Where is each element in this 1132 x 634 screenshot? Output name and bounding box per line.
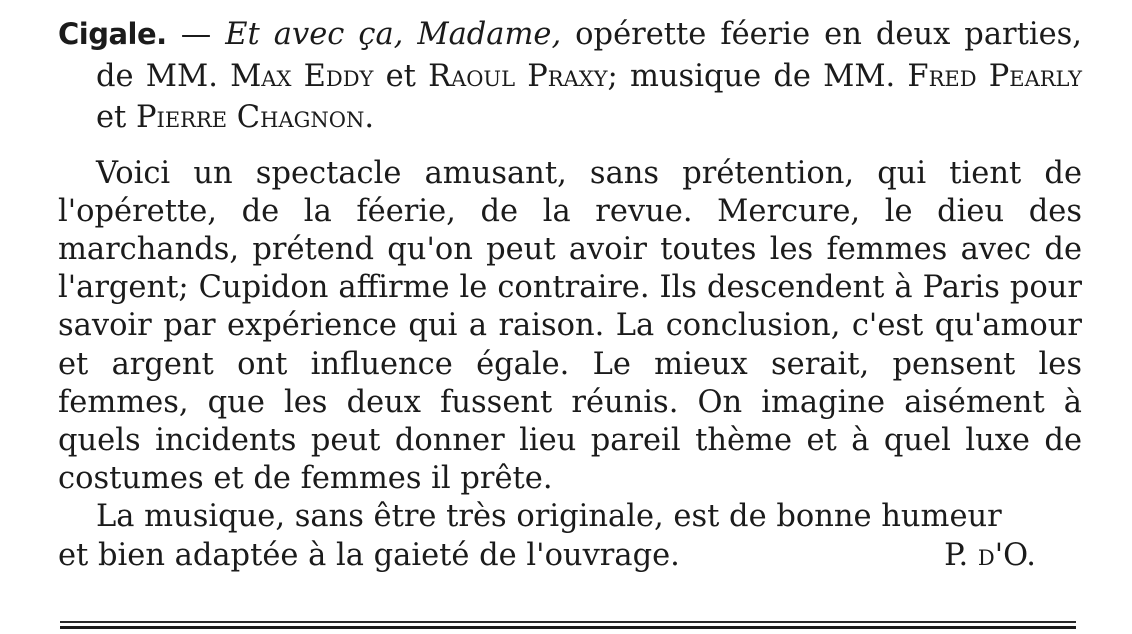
conjunction: et bbox=[373, 58, 429, 94]
reviewer-signature: P. d'O. bbox=[944, 537, 1036, 573]
genre-credits: opérette féerie en deux parties, de MM. bbox=[96, 17, 1083, 94]
author-name: Max Eddy bbox=[230, 58, 374, 94]
conjunction: et bbox=[96, 100, 137, 135]
divider-thick-rule bbox=[60, 626, 1076, 629]
author-name: Raoul Praxy bbox=[428, 58, 608, 94]
conclusion-line: La musique, sans être très originale, est de bonne humeur bbox=[96, 499, 1002, 535]
show-title: Et avec ça, Madame, bbox=[225, 17, 562, 52]
section-divider bbox=[60, 621, 1076, 629]
composer-name: Pierre Chagnon bbox=[136, 100, 365, 135]
divider-thin-rule bbox=[60, 621, 1076, 623]
conclusion-line: et bien adaptée à la gaieté de l'ouvrage. bbox=[58, 537, 680, 573]
conclusion-final-line bbox=[58, 537, 1082, 575]
heading-period: . bbox=[364, 100, 375, 135]
review-column bbox=[58, 14, 1082, 575]
review-paragraph: Voici un spectacle amusant, sans prétention, qui tient de l'opérette, de la féerie, de la revue. Mercure, le dieu des marchands, prétend qu'on peut avoir toutes les femmes avec de l'argent; Cupidon affirme le contraire. Ils descendent à Paris pour savoir par expérience qui a raison. La conclusion, c'est qu'amour et argent ont influence égale. Le mieux serait, pensent les femmes, que les deux fussent réunis. On imagine aisément à quels incidents peut donner lieu pareil thème et à quel luxe de costumes et de femmes il prête. bbox=[58, 155, 1082, 497]
composer-name: Fred Pearly bbox=[907, 58, 1083, 94]
heading-dash: — bbox=[166, 17, 226, 52]
review-paragraph-conclusion bbox=[58, 498, 1082, 574]
review-heading bbox=[58, 14, 1082, 139]
venue-name: Cigale. bbox=[58, 17, 167, 51]
music-credits: ; musique de MM. bbox=[607, 58, 908, 94]
